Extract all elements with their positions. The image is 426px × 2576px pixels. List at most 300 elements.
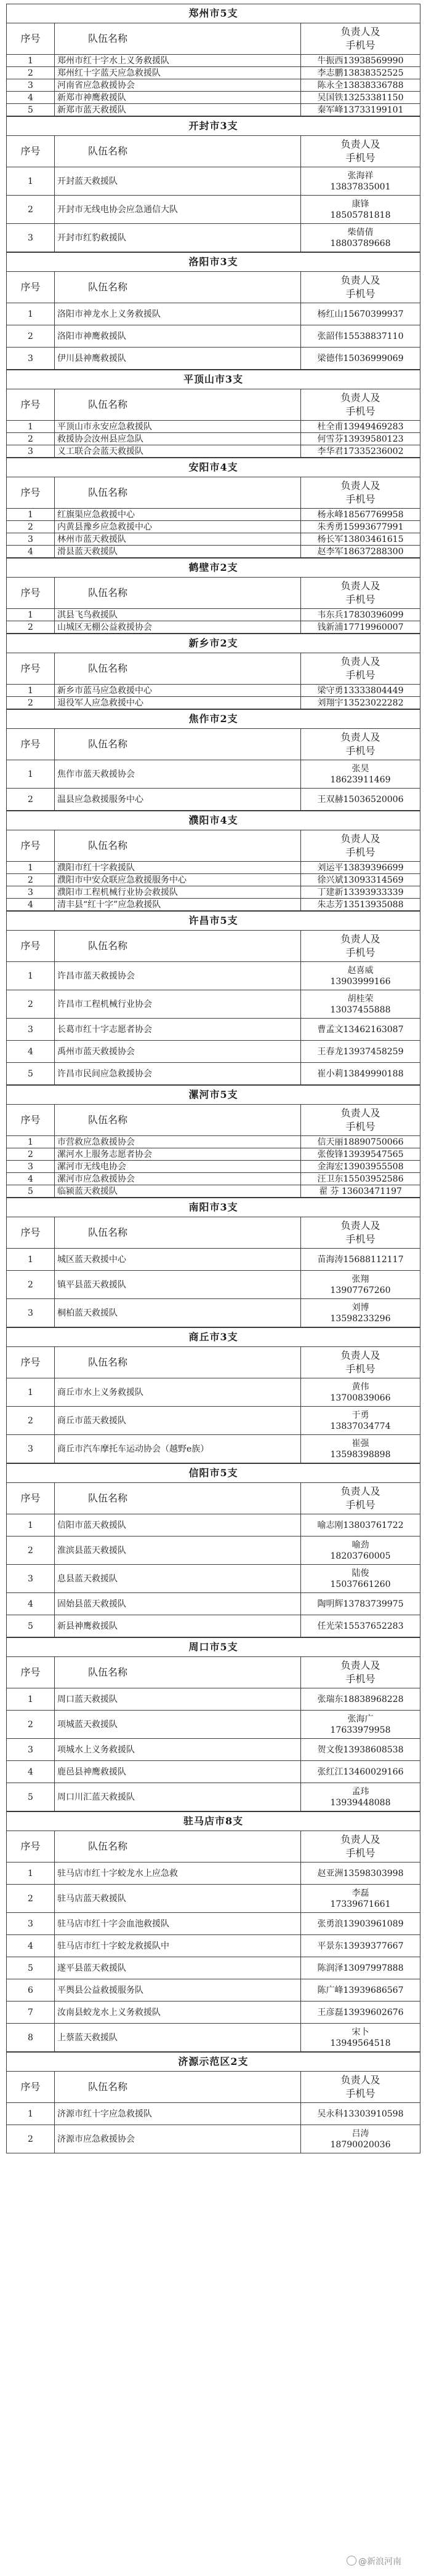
team-name: 周口蓝天救援队 (55, 1688, 301, 1711)
contact-cell: 秦军峰13733199101 (301, 104, 420, 116)
contact-cell: 杨长军13803461615 (301, 533, 420, 546)
team-name: 漯河水上服务志愿者协会 (55, 1148, 301, 1161)
col-header-index: 序号 (7, 1217, 55, 1249)
team-name: 驻马店市红十字会血池救援队 (55, 1913, 301, 1935)
team-name: 新郑市神鹰救援队 (55, 92, 301, 104)
col-header-lead: 负责人及 手机号 (301, 1483, 420, 1514)
team-name: 息县蓝天救援队 (55, 1565, 301, 1593)
team-name: 许昌市民间应急救援协会 (55, 1063, 301, 1085)
table-row (7, 1136, 420, 1148)
col-header-lead: 负责人及 手机号 (301, 1831, 420, 1862)
table-row (7, 1173, 420, 1185)
city-section (6, 1463, 420, 1637)
team-name: 临颍蓝天救援队 (55, 1185, 301, 1198)
table-row (7, 348, 420, 370)
table-row (7, 760, 420, 789)
team-name: 城区蓝天救援中心 (55, 1249, 301, 1271)
row-index: 2 (7, 1711, 55, 1739)
contact-cell: 刘运平13839396699 (301, 862, 420, 874)
team-name: 开封市红豹救援队 (55, 224, 301, 252)
city-section (6, 458, 420, 558)
col-header-lead: 负责人及 手机号 (301, 389, 420, 421)
contact-cell: 李华君17335236002 (301, 445, 420, 458)
table-row (7, 789, 420, 811)
col-header-team: 队伍名称 (55, 2072, 301, 2103)
team-name: 洛阳市神鹰救援队 (55, 325, 301, 348)
contact-cell: 刘翔宇13523022282 (301, 697, 420, 709)
watermark-text: @新浪河南 (358, 2557, 401, 2567)
table-row (7, 167, 420, 196)
team-name: 滑县蓝天救援队 (55, 546, 301, 558)
col-header-index: 序号 (7, 729, 55, 760)
row-index: 3 (7, 1299, 55, 1327)
col-header-lead: 负责人及 手机号 (301, 23, 420, 55)
row-index: 5 (7, 1957, 55, 1979)
row-index: 1 (7, 1136, 55, 1148)
contact-cell: 朱志芳13513935088 (301, 899, 420, 911)
row-index: 2 (7, 1271, 55, 1299)
team-name: 商丘市蓝天救援队 (55, 1407, 301, 1435)
col-header-team: 队伍名称 (55, 1657, 301, 1688)
city-title: 漯河市5支 (7, 1086, 420, 1105)
table-row (7, 1407, 420, 1435)
contact-cell: 梁德伟15036999069 (301, 348, 420, 370)
col-header-index: 序号 (7, 2072, 55, 2103)
col-header-lead: 负责人及 手机号 (301, 1217, 420, 1249)
table-row (7, 521, 420, 533)
table-row (7, 2024, 420, 2052)
watermark (347, 2555, 401, 2567)
row-index: 2 (7, 789, 55, 811)
row-index: 3 (7, 224, 55, 252)
team-name: 新郑市蓝天救援队 (55, 104, 301, 116)
city-title: 濮阳市4支 (7, 811, 420, 830)
team-name: 濮阳市中安众联应急救援服务中心 (55, 874, 301, 886)
contact-cell: 贺文俊13938608538 (301, 1739, 420, 1761)
team-name: 淮滨县蓝天救援队 (55, 1536, 301, 1565)
team-name: 开封蓝天救援队 (55, 167, 301, 196)
col-header-team: 队伍名称 (55, 23, 301, 55)
city-title: 鹤壁市2支 (7, 559, 420, 578)
row-index: 1 (7, 862, 55, 874)
table-row (7, 1514, 420, 1536)
row-index: 5 (7, 1185, 55, 1198)
contact-cell: 韦东兵17830396099 (301, 609, 420, 621)
row-index: 2 (7, 325, 55, 348)
col-header-team: 队伍名称 (55, 1483, 301, 1514)
contact-cell: 康锋 18505781818 (301, 196, 420, 224)
table-row (7, 899, 420, 911)
contact-cell: 张瑞东18838968228 (301, 1688, 420, 1711)
row-index: 4 (7, 1173, 55, 1185)
table-row (7, 1536, 420, 1565)
row-index: 3 (7, 1161, 55, 1173)
col-header-team: 队伍名称 (55, 729, 301, 760)
team-name: 救援协会汝州县应急队 (55, 433, 301, 445)
row-index: 1 (7, 1378, 55, 1407)
table-row (7, 325, 420, 348)
table-row (7, 685, 420, 697)
contact-cell: 陶明辉13783739975 (301, 1593, 420, 1615)
col-header-team: 队伍名称 (55, 578, 301, 609)
contact-cell: 刘博 13598233296 (301, 1299, 420, 1327)
team-name: 许昌市蓝天救援协会 (55, 962, 301, 990)
row-index: 8 (7, 2024, 55, 2052)
city-section (6, 811, 420, 911)
col-header-index: 序号 (7, 578, 55, 609)
team-name: 新县神鹰救援队 (55, 1615, 301, 1637)
table-row (7, 697, 420, 709)
col-header-lead: 负责人及 手机号 (301, 931, 420, 962)
city-title: 平顶山市3支 (7, 370, 420, 389)
contact-cell: 梁守勇13333804449 (301, 685, 420, 697)
city-title: 新乡市2支 (7, 634, 420, 653)
city-section (6, 1811, 420, 2052)
city-title: 焦作市2支 (7, 710, 420, 729)
team-name: 信阳市蓝天救援队 (55, 1514, 301, 1536)
team-name: 漯河市应急救援协会 (55, 1173, 301, 1185)
table-row (7, 886, 420, 899)
city-section (6, 116, 420, 252)
col-header-lead: 负责人及 手机号 (301, 272, 420, 303)
row-index: 1 (7, 1514, 55, 1536)
row-index: 3 (7, 348, 55, 370)
row-index: 3 (7, 1565, 55, 1593)
contact-cell: 宋卜 13949564518 (301, 2024, 420, 2052)
table-row (7, 509, 420, 521)
contact-cell: 王春龙13937458259 (301, 1041, 420, 1063)
contact-cell: 吴永科13303910598 (301, 2103, 420, 2125)
col-header-team: 队伍名称 (55, 1217, 301, 1249)
row-index: 3 (7, 533, 55, 546)
table-row (7, 421, 420, 433)
col-header-lead: 负责人及 手机号 (301, 2072, 420, 2103)
team-name: 市营救应急救援协会 (55, 1136, 301, 1148)
city-section (6, 1327, 420, 1463)
table-row (7, 224, 420, 252)
contact-cell: 李磊 17339671661 (301, 1885, 420, 1913)
city-title: 洛阳市3支 (7, 253, 420, 272)
col-header-index: 序号 (7, 1657, 55, 1688)
table-row (7, 1761, 420, 1783)
contact-cell: 陈广峰13939686567 (301, 1979, 420, 2002)
city-section (6, 4, 420, 116)
col-header-lead: 负责人及 手机号 (301, 729, 420, 760)
row-index: 4 (7, 1593, 55, 1615)
city-section (6, 252, 420, 370)
contact-cell: 杨永峰18567769958 (301, 509, 420, 521)
table-row (7, 1862, 420, 1885)
team-name: 开封市无线电协会应急通信大队 (55, 196, 301, 224)
city-title: 信阳市5支 (7, 1464, 420, 1483)
col-header-index: 序号 (7, 272, 55, 303)
team-name: 长葛市红十字志愿者协会 (55, 1019, 301, 1041)
col-header-lead: 负责人及 手机号 (301, 830, 420, 862)
row-index: 1 (7, 1862, 55, 1885)
contact-cell: 孟玮 13939448088 (301, 1783, 420, 1811)
city-section (6, 558, 420, 634)
team-name: 驻马店蓝天救援队 (55, 1885, 301, 1913)
team-name: 伊川县神鹰救援队 (55, 348, 301, 370)
col-header-index: 序号 (7, 389, 55, 421)
row-index: 3 (7, 886, 55, 899)
contact-cell: 李志鹏13838352525 (301, 67, 420, 79)
col-header-team: 队伍名称 (55, 389, 301, 421)
city-section (6, 634, 420, 709)
col-header-lead: 负责人及 手机号 (301, 578, 420, 609)
contact-cell: 何雪芬13939580123 (301, 433, 420, 445)
team-name: 林州市蓝天救援队 (55, 533, 301, 546)
team-name: 洛阳市神龙水上义务救援队 (55, 303, 301, 325)
team-name: 镇平县蓝天救援队 (55, 1271, 301, 1299)
city-section (6, 911, 420, 1085)
table-row (7, 1593, 420, 1615)
city-title: 郑州市5支 (7, 4, 420, 23)
team-name: 遂平县蓝天救援队 (55, 1957, 301, 1979)
team-name: 上蔡蓝天救援队 (55, 2024, 301, 2052)
table-row (7, 1185, 420, 1198)
table-row (7, 609, 420, 621)
contact-cell: 金海宏13903955508 (301, 1161, 420, 1173)
row-index: 4 (7, 899, 55, 911)
row-index: 1 (7, 303, 55, 325)
col-header-lead: 负责人及 手机号 (301, 1657, 420, 1688)
team-name: 山城区无棚公益救援协会 (55, 621, 301, 634)
row-index: 3 (7, 1019, 55, 1041)
col-header-team: 队伍名称 (55, 1105, 301, 1136)
col-header-index: 序号 (7, 931, 55, 962)
row-index: 2 (7, 2125, 55, 2153)
contact-cell: 张翔 13907767260 (301, 1271, 420, 1299)
col-header-index: 序号 (7, 1105, 55, 1136)
row-index: 3 (7, 1913, 55, 1935)
table-row (7, 1299, 420, 1327)
table-row (7, 1249, 420, 1271)
contact-cell: 苗海涛15688112117 (301, 1249, 420, 1271)
col-header-index: 序号 (7, 653, 55, 685)
col-header-lead: 负责人及 手机号 (301, 477, 420, 509)
row-index: 1 (7, 1249, 55, 1271)
col-header-index: 序号 (7, 1347, 55, 1378)
contact-cell: 张海祥 13837835001 (301, 167, 420, 196)
city-title: 商丘市3支 (7, 1328, 420, 1347)
city-title: 安阳市4支 (7, 458, 420, 477)
table-row (7, 1885, 420, 1913)
col-header-lead: 负责人及 手机号 (301, 653, 420, 685)
table-row (7, 1565, 420, 1593)
contact-cell: 于勇 13837034774 (301, 1407, 420, 1435)
city-section (6, 1085, 420, 1198)
table-row (7, 1688, 420, 1711)
city-section (6, 2052, 420, 2153)
row-index: 1 (7, 962, 55, 990)
city-title: 开封市3支 (7, 117, 420, 136)
contact-cell: 张俊锋13939547565 (301, 1148, 420, 1161)
city-section (6, 1198, 420, 1327)
col-header-index: 序号 (7, 830, 55, 862)
row-index: 1 (7, 421, 55, 433)
col-header-team: 队伍名称 (55, 1831, 301, 1862)
table-row (7, 990, 420, 1019)
table-row (7, 533, 420, 546)
table-row (7, 55, 420, 67)
table-row (7, 1435, 420, 1463)
table-row (7, 874, 420, 886)
row-index: 3 (7, 1739, 55, 1761)
col-header-index: 序号 (7, 23, 55, 55)
contact-cell: 陈润泽13097997888 (301, 1957, 420, 1979)
row-index: 1 (7, 685, 55, 697)
row-index: 1 (7, 2103, 55, 2125)
contact-cell: 钱新浦17719960007 (301, 621, 420, 634)
team-name: 濮阳市红十字救援队 (55, 862, 301, 874)
row-index: 1 (7, 55, 55, 67)
contact-cell: 丁建新13393933339 (301, 886, 420, 899)
team-name: 河南省应急救援协会 (55, 79, 301, 92)
table-row (7, 862, 420, 874)
team-name: 项城蓝天救援队 (55, 1711, 301, 1739)
row-index: 4 (7, 1935, 55, 1957)
table-row (7, 67, 420, 79)
rescue-team-list (6, 0, 420, 2153)
row-index: 2 (7, 521, 55, 533)
table-row (7, 92, 420, 104)
contact-cell: 张勇浪13903961089 (301, 1913, 420, 1935)
row-index: 1 (7, 609, 55, 621)
team-name: 鹿邑县神鹰救援队 (55, 1761, 301, 1783)
contact-cell: 杨红山15670399937 (301, 303, 420, 325)
row-index: 2 (7, 196, 55, 224)
row-index: 3 (7, 79, 55, 92)
team-name: 周口川汇蓝天救援队 (55, 1783, 301, 1811)
table-row (7, 1041, 420, 1063)
row-index: 4 (7, 1041, 55, 1063)
col-header-team: 队伍名称 (55, 830, 301, 862)
row-index: 2 (7, 990, 55, 1019)
row-index: 5 (7, 1783, 55, 1811)
team-name: 退役军人应急救援中心 (55, 697, 301, 709)
table-row (7, 433, 420, 445)
city-title: 济源示范区2支 (7, 2053, 420, 2072)
row-index: 7 (7, 2002, 55, 2024)
col-header-team: 队伍名称 (55, 477, 301, 509)
row-index: 5 (7, 104, 55, 116)
col-header-lead: 负责人及 手机号 (301, 1105, 420, 1136)
row-index: 4 (7, 1761, 55, 1783)
contact-cell: 崔强 13598398898 (301, 1435, 420, 1463)
col-header-lead: 负责人及 手机号 (301, 136, 420, 167)
city-section (6, 709, 420, 811)
team-name: 驻马店市红十字蛟龙救援队中 (55, 1935, 301, 1957)
team-name: 温县应急救援服务中心 (55, 789, 301, 811)
table-row (7, 1063, 420, 1085)
team-name: 桐柏蓝天救援队 (55, 1299, 301, 1327)
table-row (7, 79, 420, 92)
col-header-lead: 负责人及 手机号 (301, 1347, 420, 1378)
contact-cell: 赵亚洲13598303998 (301, 1862, 420, 1885)
contact-cell: 吴国铁13253381150 (301, 92, 420, 104)
contact-cell: 柴倩倩 18803789668 (301, 224, 420, 252)
table-row (7, 1711, 420, 1739)
row-index: 1 (7, 167, 55, 196)
contact-cell: 平景东13939377667 (301, 1935, 420, 1957)
table-row (7, 1019, 420, 1041)
table-row (7, 621, 420, 634)
team-name: 驻马店市红十字蛟龙水上应急救 (55, 1862, 301, 1885)
col-header-index: 序号 (7, 1831, 55, 1862)
contact-cell: 朱秀勇15993677991 (301, 521, 420, 533)
city-title: 周口市5支 (7, 1638, 420, 1657)
contact-cell: 张韶伟15538837110 (301, 325, 420, 348)
table-row (7, 445, 420, 458)
contact-cell: 张红江13460029166 (301, 1761, 420, 1783)
table-row (7, 1161, 420, 1173)
team-name: 漯河市无线电协会 (55, 1161, 301, 1173)
row-index: 2 (7, 67, 55, 79)
team-name: 内黄县豫乡应急救援中心 (55, 521, 301, 533)
row-index: 4 (7, 92, 55, 104)
team-name: 济源市应急救援协会 (55, 2125, 301, 2153)
team-name: 商丘市水上义务救援队 (55, 1378, 301, 1407)
contact-cell: 杜全甫13949469283 (301, 421, 420, 433)
row-index: 2 (7, 1885, 55, 1913)
contact-cell: 吕涛 18790020036 (301, 2125, 420, 2153)
team-name: 平顶山市永安应急救援队 (55, 421, 301, 433)
contact-cell: 曹孟文13462163087 (301, 1019, 420, 1041)
col-header-team: 队伍名称 (55, 931, 301, 962)
team-name: 禹州市蓝天救援协会 (55, 1041, 301, 1063)
contact-cell: 王双赫15036520006 (301, 789, 420, 811)
table-row (7, 1378, 420, 1407)
row-index: 5 (7, 1063, 55, 1085)
col-header-team: 队伍名称 (55, 136, 301, 167)
col-header-team: 队伍名称 (55, 272, 301, 303)
table-row (7, 1979, 420, 2002)
team-name: 商丘市汽车摩托车运动协会（越野e族） (55, 1435, 301, 1463)
contact-cell: 牛振西13938569990 (301, 55, 420, 67)
team-name: 郑州市红十字水上义务救援队 (55, 55, 301, 67)
team-name: 义工联合会蓝天救援队 (55, 445, 301, 458)
team-name: 济源市红十字应急救援队 (55, 2103, 301, 2125)
row-index: 1 (7, 509, 55, 521)
contact-cell: 王彦磊13939602676 (301, 2002, 420, 2024)
contact-cell: 徐兴斌13093314569 (301, 874, 420, 886)
city-section (6, 1637, 420, 1811)
table-row (7, 546, 420, 558)
col-header-index: 序号 (7, 477, 55, 509)
row-index: 2 (7, 1407, 55, 1435)
team-name: 濮阳市工程机械行业协会救援队 (55, 886, 301, 899)
col-header-index: 序号 (7, 1483, 55, 1514)
contact-cell: 陈永全13838336788 (301, 79, 420, 92)
col-header-team: 队伍名称 (55, 1347, 301, 1378)
table-row (7, 1271, 420, 1299)
table-row (7, 2002, 420, 2024)
city-title: 许昌市5支 (7, 912, 420, 931)
contact-cell: 任光荣15537652283 (301, 1615, 420, 1637)
contact-cell: 喻志刚13803761722 (301, 1514, 420, 1536)
row-index: 3 (7, 445, 55, 458)
table-row (7, 1957, 420, 1979)
team-name: 郑州红十字蓝天应急救援队 (55, 67, 301, 79)
contact-cell: 崔小莉13849990188 (301, 1063, 420, 1085)
team-name: 红旗渠应急救援中心 (55, 509, 301, 521)
team-name: 项城水上义务救援队 (55, 1739, 301, 1761)
contact-cell: 黄伟 13700839066 (301, 1378, 420, 1407)
team-name: 汝南县蛟龙水上义务救援队 (55, 2002, 301, 2024)
col-header-index: 序号 (7, 136, 55, 167)
weibo-logo-icon (347, 2556, 356, 2566)
